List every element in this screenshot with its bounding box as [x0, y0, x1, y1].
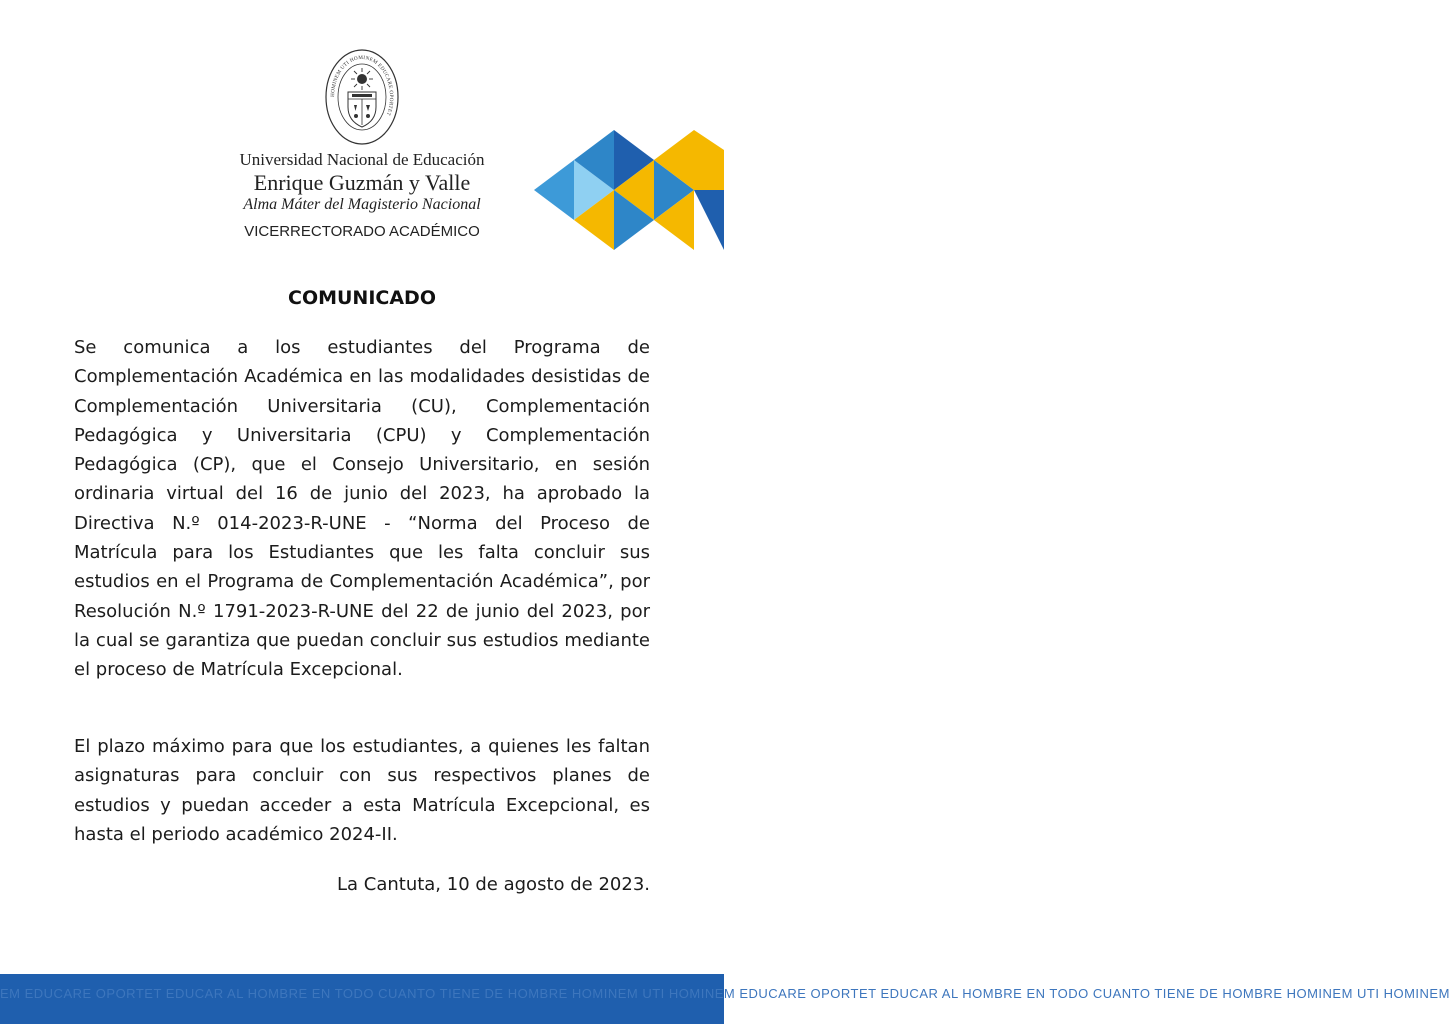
office-name: VICERRECTORADO ACADÉMICO — [244, 223, 480, 240]
university-name-line2: Enrique Guzmán y Valle — [253, 170, 471, 195]
footer-watermark: EM EDUCARE OPORTET EDUCAR AL HOMBRE EN TODO CUANTO TIENE DE HOMBRE HOMINEM UTI HOMINEM EDUCARE OPORTET EDUCAR AL HOMBRE EN TODO CUANTO TIENE DE HOMBRE HOMINEM UTI HOMINEM — [0, 986, 1450, 1001]
decorative-triangles — [534, 130, 724, 250]
body-paragraph-2: El plazo máximo para que los estudiantes, a quienes les faltan asignaturas para concluir con sus respectivos planes de estudios y puedan acceder a esta Matrícula Excepcional, es hasta el periodo académico 2024-II. — [74, 736, 650, 845]
university-name-line1: Universidad Nacional de Educación — [239, 150, 485, 169]
body-paragraph-1: Se comunica a los estudiantes del Programa de Complementación Académica en las modalidades desistidas de Complementación Universitaria (CU), Complementación Pedagógica y Universitaria (CPU) y Complementación Pedagógica (CP), que el Consejo Universitario, en sesión ordinaria virtual del 16 de junio del 2023, ha aprobado la Directiva N.º 014-2023-R-UNE - “Norma del Proceso de Matrícula para los Estudiantes que les falta concluir sus estudios en el Programa de Complementación Académica”, por Resolución N.º 1791-2023-R-UNE del 22 de junio del 2023, por la cual se garantiza que puedan concluir sus estudios mediante el proceso de Matrícula Excepcional. — [74, 337, 650, 681]
university-seal-logo — [324, 45, 400, 145]
footer-band — [0, 974, 1450, 1024]
document-title: COMUNICADO — [288, 287, 436, 309]
seal-motto: HOMINEM UTI HOMINEM EDUCARE OPORTET — [329, 54, 395, 117]
date-place-line: La Cantuta, 10 de agosto de 2023. — [336, 874, 650, 895]
university-tagline: Alma Máter del Magisterio Nacional — [243, 196, 481, 213]
